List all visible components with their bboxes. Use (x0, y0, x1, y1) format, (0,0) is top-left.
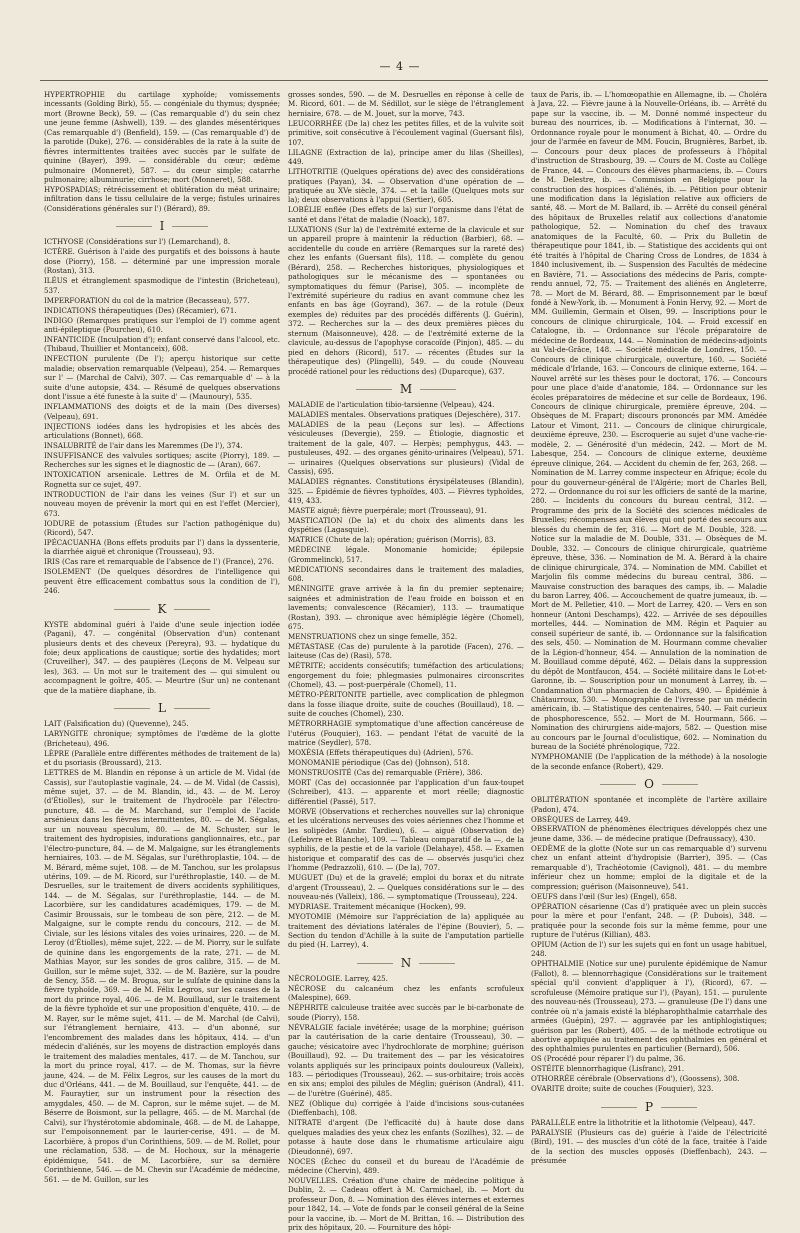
index-entry: NÉPHRITE calculeuse traitée avec succès par le bi-carbonate de soude (Piorry), 158. (288, 1003, 524, 1022)
index-entry: OBLITÉRATION spontanée et incomplète de l'artère axillaire (Padon), 474. (531, 795, 767, 814)
index-entry: MASTE aiguë; fièvre puerpérale; mort (Trousseau), 91. (288, 506, 487, 516)
index-entry: IPÉCACUANHA (Bons effets produits par l') dans la dyssenterie, la diarrhée aiguë et chronique (Trousseau), 93. (44, 537, 280, 557)
index-entry: OPÉRATION césarienne (Cas d') pratiquée avec un plein succès pour la mère et pour l'enfant, 248. — (P. Dubois), 348. — pratiquée pour la seconde fois sur la même femme, pour une rupture de l'utérus (Killian), 483. (531, 901, 767, 939)
index-entry: LETTRES de M. Blandin en réponse à un article de M. Vidal (de Cassis), sur l'autoplastie vaginale, 24. — de M. Vidal (de Cassis), même sujet, 37. — de M. Blandin, id., 43. — de M. Leroy (d'Étiolles), sur le traitement de l'hydrocèle par l'électro-puncture, 48. — de M. Marchand, sur l'emploi de l'acide arsénieux dans les fièvres intermittentes, 80. — de M. Ségalas, sur un nouveau speculum, 80. — de M. Schuster, sur le traitement des hydropisies, indurations ganglionnaires, etc., par l'électro-puncture, 84. — de M. Malgaigne, sur les étranglements herniaires, 103. — de M. Ségalas, sur l'uréthroplastie, 104. — de M. Bérard, même sujet, 108. — de M. Tanchou, sur les prolapsus utérins, 109. — de M. Ricord, sur l'uréthroplastie, 140. — de M. Desruelles, sur le traitement de divers accidents syphilitiques, 144. — de M. Ségalas, sur l'uréthroplastie, 144. — de M. Lacorbière, sur les candidatures académiques, 179. — de M. Casimir Broussais, sur le tombeau de son père, 212. — de M. Malgaigne, sur le compte rendu du concours, 212. — de M. Civiale, sur les lésions vitales des voies urinaires, 220. — de M. Leroy (d'Étiolles), même sujet, 222. — de M. Piorry, sur le sulfate de quinine dans les engorgements de la rate, 271. — de M. Mathias Mayor, sur les sondes de gros calibre, 315. — de M. Guillon, sur le même sujet, 332. — de M. Bazière, sur la poudre de Sency, 358. — de M. Brogua, sur le sulfate de quinine dans la fièvre typhoïde, 369. — de M. Félix Legros, sur les causes de la mort du prince royal, 406. — de M. Bouillaud, sur le traitement de la fièvre typhoïde et sur une proposition d'enquête, 410. — de M. Rayer, sur le même sujet, 411. — de M. Marchal (de Calvi), sur l'étranglement herniaire, 413. — d'un abonné, sur l'encombrement des malades dans les hôpitaux, 414. — d'un médecin d'aliénés, sur les moyens de distraction employés dans le traitement des maladies mentales, 417. — de M. Tanchou, sur la mort du prince royal, 417. — de M. Thomas, sur la fièvre jaune, 424. — de M. Félix Legros, sur les causes de la mort du duc d'Orléans, 441. — de M. Bouillaud, sur l'enquête, 441. — de M. Fauraytier, sur un instrument pour la résection des amygdales, 450. — de M. Capron, sur le même sujet. — de M. Béserre de Boismont, sur la pellagre, 465. — de M. Marchal (de Calvi), sur l'hystérotomie abdominale, 468. — de M. de Lahappe, sur l'empoisonnement par le laurier-cerise, 491. — de M. Lacorbière, à propos d'un Corinthiens, 509. — de M. Rollet, pour une réclamation, 538. — de M. Hochoux, sur la ménagerie épidémique, 541. de M. Lacorbière, sur sa dernière Corinthienne, 546. — de M. Chevin sur l'Académie de médecine, 561. — de M. Guillon, sur les (44, 768, 280, 1184)
index-entry: NEZ (Oblique du) corrigée à l'aide d'incisions sous-cutanées (Dieffenbach), 108. (288, 1098, 524, 1118)
index-entry: INSALUBRITÉ de l'air dans les Maremmes (De l'), 374. (44, 440, 243, 450)
index-entry: PARALLÈLE entre la lithotritie et la lithotomie (Velpeau), 447. (531, 1117, 756, 1127)
index-entry: KYSTE abdominal guéri à l'aide d'une seule injection iodée (Pagani), 47. — congénital (Observation d'un) contenant plusieurs dents et des cheveux (Pereyra), 93. — hydatique du foie; deux applications de caustique; sortie des hydatides; mort (Cruveilher), 347. — des paupières (Leçons de M. Velpeau sur les), 363. — Un mot sur le traitement des — qui simulent ou accompagnent le goître, 405. — Meurtre (Sur un) ne contenant que de la matière diaphane, ib. (44, 619, 280, 695)
index-entry: MÉTRITE; accidents consécutifs; tuméfaction des articulations; engorgement du foie; phlegmasies pulmonaires circonscrites (Chomel), 43. — post-puerpérale (Chomel), 11. (288, 661, 524, 690)
index-entry: MÉDICATIONS secondaires dans le traitement des maladies, 608. (288, 564, 524, 584)
index-entry: MALADIES régnantes. Constitutions érysipélateuses (Blandin), 325. — Épidémie de fièvres typhoïdes, 403. — Fièvres typhoïdes, 419, 433. (288, 477, 524, 506)
section-letter: M (288, 382, 524, 396)
index-entry: MONOMANIE périodique (Cas de) (Johnson), 518. (288, 757, 470, 767)
index-entry: OTHORRÉE cérébrale (Observations d'), (Goossens), 308. (531, 1074, 740, 1084)
section-letter: L (44, 701, 280, 715)
index-entry: NITRATE d'argent (De l'efficacité du) à haute dose dans quelques maladies des yeux chez les enfants (Sozilhes), 32. — de potasse à haute dose dans le rhumatisme articulaire aigu (Dieudonné), 697. (288, 1118, 524, 1156)
index-entry: OSTÉITE blennorrhagique (Lisfranc), 291. (531, 1064, 685, 1074)
index-entry: NOUVELLES. Création d'une chaire de médecine politique à Dublin, 2. — Cadeau offert à M. Carmichael, ib. — Mort du professeur Don, 8. — Nomination des élèves internes et externes pour 1842, 14. — Vote de fonds par le conseil général de la Seine pour la vaccine, ib. — Mort de M. Brittan, 16. — Distribution des prix des hôpitaux, 20. — Fourniture des hôpi- (288, 1175, 524, 1233)
index-entry: PARALYSIE (Plusieurs cas de) guérie à l'aide de l'électricité (Bird), 191. — des muscles d'un côté de la face, traitée à l'aide de la section des muscles opposés (Dieffenbach), 243. — présumée (531, 1127, 767, 1165)
header-rule (40, 80, 768, 81)
index-entry: NÉVRALGIE faciale invétérée; usage de la morphine; guérison par la cautérisation de la carie dentaire (Trousseau), 30. — gauche; vésicatoire avec l'hydrochlorate de morphine; guérison (Bouillaud), 92. — Du traitement des — par les vésicatoires volants appliqués sur les principaux points douloureux (Valleix), 183. — périodiques (Trousseau), 262. — sus-orbitaire; trois accès en six ans; emploi des pilules de Méglin; guérison (Andral), 411. — de l'urètre (Guériné), 485. (288, 1022, 524, 1098)
index-entry: grosses sondes, 590. — de M. Desruelles en réponse à celle de M. Ricord, 601. — de M. Sédillot, sur le siège de l'étranglement herniaire, 678. — de M. Jouet, sur la morve, 743. (288, 90, 524, 118)
index-entry: INJECTIONS iodées dans les hydropisies et les abcès des articulations (Bonnet), 668. (44, 421, 280, 440)
index-entry: MALADIE de l'articulation tibio-tarsienne (Velpeau), 424. (288, 400, 495, 410)
index-entry: LUXATIONS (Sur la) de l'extrémité externe de la clavicule et sur un appareil propre à maintenir la réduction (Barbier), 68. — accidentelle du coude en arrière (Remarques sur la rareté des) chez les enfants (Guersant fils), 118. — complète du genou (Bérard), 258. — Recherches historiques, physiologiques et pathologiques sur le mécanisme des — spontanées ou symptomatiques du fémur (Parise), 305. — incomplète de l'extrémité supérieure du radius en avant commune chez les enfants en bas âge (Goyrand), 367. — de la rotule (Deux exemples de) réduites par des procédés différents (J. Guérin), 372. — Recherches sur la — des deux premières pièces du sternum (Maisonneuve), 428. — de l'extrémité externe de la clavicule, au-dessus de l'apophyse coracoïde (Pinjon), 485. — du pied en dehors (Ricord), 517. — récentes (Études sur la thérapeutique des) (Plingelli), 549. — du coude (Nouveau procédé rationel pour les réductions des) (Duparcque), 637. (288, 224, 524, 376)
index-entry: LILAGNE (Extraction de la), principe amer du lilas (Sheilles), 449. (288, 147, 524, 167)
index-entry: MALADIES mentales. Observations pratiques (Dejeschère), 317. (288, 410, 521, 420)
index-entry: LAIT (Falsification du) (Quevenne), 245. (44, 719, 189, 729)
index-entry: INSUFFISANCE des valvules sortiques; ascite (Piorry), 189. — Recherches sur les signes et le diagnostic de — (Aran), 667. (44, 450, 280, 470)
index-entry: INFECTION purulente (De l'); aperçu historique sur cette maladie; observation remarquable (Velpeau), 254. — Remarques sur l' — (Marchal de Calvi), 307. — Cas remarquable d' — à la suite d'une autopsie, 434. — Résumé de quelques observations dont l'issue a été funeste à la suite d' — (Maunoury), 535. (44, 354, 280, 402)
index-entry: MASTICATION (De la) et du choix des aliments dans les dyspéties (Lagasquie). (288, 516, 524, 535)
index-entry: LEUCORRHÉE (De la) chez les petites filles, et de la vulvite soit primitive, soit consécutive à l'écoulement vaginal (Guersant fils), 107. (288, 118, 524, 147)
section-letter: N (288, 956, 524, 970)
index-entry: OVARITE droite; suite de couches (Fouquier), 323. (531, 1084, 714, 1094)
index-entry: IODURE de potassium (Études sur l'action pathogénique du) (Ricord), 547. (44, 518, 280, 537)
index-entry: NYMPHOMANIE (De l'application de la méthode) à la nosologie de la seconde enfance (Robert), 429. (531, 752, 767, 771)
index-entry: MÉDECINE légale. Monomanie homicide; épilepsie (Grommelinck), 517. (288, 545, 524, 564)
index-entry: HYPOSPADIAS; rétrécissement et oblitération du méat urinaire; infiltration dans le tissu cellulaire de la verge; fistules urinaires (Considérations générales sur l') (Bérard), 89. (44, 185, 280, 213)
index-entry: OPHTHALMIE (Notice sur une) purulente épidémique de Namur (Fallot), 8. — blennorrhagique (Considérations sur le traitement spécial qu'il convient d'appliquer à l'), (Ricord), 67. — scrofuleuse (Mémoire pratique sur l'), (Payan), 151. — purulente des nouveau-nés (Trousseau), 273. — granuleuse (De l') dans une contrée où n'a jamais existé la blépharophthalmie catarrhale des armées (Guépin), 297. — aggravée par les antiphlogistiques; guérison par les (Robert), 405. — de la méthode ectrotique ou abortive appliquée au traitement des ophthalmies en général et des ophthalmies purulentes en particulier (Bernard), 506. (531, 959, 767, 1054)
index-entry: MUGUET (Du) et de la gravelé; emploi du borax et du nitrate d'argent (Trousseau), 2. — Quelques considérations sur le — des nouveau-nés (Valleix), 186. — symptomatique (Trousseau), 224. (288, 873, 524, 902)
section-letter: I (44, 219, 280, 233)
index-entry: HYPERTROPHIE du cartilage xyphoïde; vomissements incessants (Golding Birk), 55. — congéniale du thymus; dyspnée; mort (Browne Beck), 59. — (Cas remarquable d') du sein chez une jeune femme (Ashwell), 139. — des glandes mésentériques (Cas remarquable d') (Benfield), 159. — (Cas remarquable d') de la parotide (Duke), 276. — considérables de la rate à la suite de fièvres intermittentes traitées avec succès par le sulfate de quinine (Bayer), 399. — considérable du cœur; œdème pulmonaire (Monneret), 587. — du cœur simple; catarrhe pulmonaire; albuminurie; cirrhose; mort (Monneret), 588. (44, 90, 280, 185)
index-column-3 (531, 90, 767, 1165)
index-column-1 (44, 90, 280, 1184)
index-entry: MONSTRUOSITÉ (Cas de) remarquable (Frière), 386. (288, 767, 483, 777)
index-entry: OPIUM (Action de l') sur les sujets qui en font un usage habituel, 248. (531, 939, 767, 959)
index-entry: INDICATIONS thérapeutiques (Des) (Récamier), 671. (44, 305, 237, 315)
index-entry: ILÉUS et étranglement spasmodique de l'intestin (Bricheteau), 537. (44, 276, 280, 295)
index-entry: INFLAMMATIONS des doigts et de la main (Des diverses) (Velpeau), 691. (44, 402, 280, 421)
index-entry: MALADIES de la peau (Leçons sur les). — Affections vésiculeuses (Devergie), 259. — Étiologie, diagnostic et traitement de la gale, 407. — Herpès; pemphygus, 443. — pustuleuses, 492. — des organes génito-urinaires (Velpeau), 571. — urinaires (Quelques observations sur plusieurs) (Vidal de Cassis), 695. (288, 420, 524, 477)
index-entry: OBSÈQUES de Larrey, 449. (531, 814, 631, 824)
index-entry: INDIGO (Remarques pratiques sur l'emploi de l') comme agent anti-épileptique (Pourcheu), 610. (44, 315, 280, 334)
index-entry: MORT (Cas de) occasionnée par l'application d'un faux-toupet (Schreiber), 413. — apparente et mort réelle; diagnostic différentiel (Passé), 517. (288, 777, 524, 806)
section-letter: O (531, 777, 767, 791)
index-entry: LARYNGITE chronique; symptômes de l'œdème de la glotte (Bricheteau), 496. (44, 729, 280, 748)
index-entry: MOXÉSIA (Effets thérapeutiques du) (Adrien), 576. (288, 747, 474, 757)
index-entry: MORVE (Observations et recherches nouvelles sur la) chronique et les ulcérations nerveuses des voies aériennes chez l'homme et les solipèdes (Ambr. Tardieu), 6. — aiguë (Observation de) (Lefebvre et Blanche), 109. — Tableau comparatif de la —, de la syphilis, de la pestie et de la variole (Delahaye), 458. — Examen historique et comparatif des cas de — observés jusqu'ici chez l'homme (Pedrazzoli), 610. — (De la), 707. (288, 806, 524, 873)
index-entry: NÉCROLOGIE. Larrey, 425. (288, 973, 388, 983)
index-entry: LOBÉLIE enflée (Des effets de la) sur l'organisme dans l'état de santé et dans l'état de maladie (Noack), 187. (288, 205, 524, 224)
index-entry: INTRODUCTION de l'air dans les veines (Sur l') et sur un nouveau moyen de prévenir la mort qui en est l'effet (Mercier), 673. (44, 489, 280, 518)
index-entry: ICTHYOSE (Considérations sur l') (Lemarchand), 8. (44, 237, 231, 247)
index-entry: INFANTICIDE (Inculpation d'); enfant conservé dans l'alcool, etc. (Thibaud, Thuillier et Montanceix), 608. (44, 334, 280, 354)
index-entry: MATRICE (Chute de la); opération; guérison (Morris), 83. (288, 535, 496, 545)
index-entry: ISOLEMENT (De quelques désordres de l'intelligence qui peuvent être efficacement combattus sous la condition de l'), 246. (44, 567, 280, 596)
index-entry: OEUFS dans l'œil (Sur les) (Engel), 658. (531, 891, 677, 901)
index-entry: MÉNINGITE grave arrivée à la fin du premier septenaire; saignées et administration de l'eau froide en boisson et en lavements; convalescence (Récamier), 113. — traumatique (Rostan), 393. — chronique avec hémiplégie légère (Chomel), 675. (288, 584, 524, 632)
index-entry: LITHOTRITIE (Quelques opérations de) avec des considérations pratiques (Payan), 34. — Observation d'une opération de — pratiquée au XVe siècle, 374. — et la taille (Quelques mots sur la); deux observations à l'appui (Sertier), 605. (288, 167, 524, 205)
index-entry: MÉTRO-PÉRITONITE partielle, avec complication de phlegmon dans la fosse iliaque droite, suite de couches (Bouillaud), 18. — suite de couches (Chomel), 230. (288, 690, 524, 719)
index-entry: IMPERFORATION du col de la matrice (Becasseau), 577. (44, 295, 250, 305)
index-entry: LÈPRE (Parallèle entre différentes méthodes de traitement de la) et du psoriasis (Broussard), 213. (44, 748, 280, 768)
index-entry: INTOXICATION arsenicale. Lettres de M. Orfila et de M. Rognetta sur ce sujet, 497. (44, 470, 280, 489)
index-entry: ICTÈRE. Guérison à l'aide des purgatifs et des boissons à haute dose (Piorry), 158. — déterminé par une impression morale (Rostan), 313. (44, 247, 280, 276)
index-entry: OEDÈME de la glotte (Note sur un cas remarquable d') survenu chez un enfant atteint d'hydropisie (Barrier), 395. — (Cas remarquable d'), Trachéotomie (Cavignol), 481. — du membre inférieur chez un homme; emploi de la digitale et de la compression; guérison (Maisonneuve), 541. (531, 843, 767, 891)
index-entry: MENSTRUATIONS chez un singe femelle, 352. (288, 631, 458, 641)
index-entry: OBSERVATION de phénomènes électriques développés chez une jeune dame, 336. — de médecine pratique (Defraussacy), 430. (531, 824, 767, 843)
section-letter: P (531, 1100, 767, 1114)
section-letter: K (44, 602, 280, 616)
index-entry: IRIS (Cas rare et remarquable de l'absence de l') (France), 276. (44, 557, 274, 567)
index-entry: taux de Paris, ib. — L'homœopathie en Allemagne, ib. — Choléra à Java, 22. — Fièvre jaune à la Nouvelle-Orléans, ib. — Arrêté du pape sur la vaccine, ib. — M. Donné nommé inspecteur du bureau des nourrices, ib. — Modifications à l'internat, 30. — Ordonnance royale pour le monument à Bichat, 40. — Ordre du jour de l'armée en faveur de MM. Foucin, Brugnières, Barbet, ib. — Concours pour deux places de professeurs à l'hôpital d'instruction de Strasbourg, 39. — Cours de M. Coste au Collège de France, 44. — Concours des élèves pharmaciens, ib. — Cours de M. Delestre, ib. — Commission en Belgique pour la construction des hospices d'aliénés, ib. — Pétition pour obtenir une modification dans la législation relative aux officiers de santé, 48. — Mort de M. Ballard, ib. — Arrêté du conseil général des hôpitaux de Bruxelles relatif aux collections d'anatomie pathologique, 52. — Nomination du chef des travaux anatomiques de la Faculté, 60. — Prix du Bulletin de thérapeutique pour 1841, ib. — Statistique des accidents qui ont été traités à l'hôpital de Charing Cross de Londres, de 1834 à 1840 inclusivement, ib. — Suspension des Facultés de médecine en Bavière, 71. — Associations des médecins de Paris, compte-rendu annuel, 72, 75. — Traitement des aliénés en Angleterre, 78. — Mort de M. Bérard, 88. — Emprisonnement par le bœuf fondé à New-York, ib. — Monument à Fonin Hervy, 92. — Mort de MM. Guillemin, Germain et Olsen, 99. — Inscriptions pour le concours de clinique chirurgicale, 104. — Froid excessif en Catalogne, ib. — Ordonnance sur l'école préparatoire de médecine de Bordeaux, 144. — Nomination de médecins-adjoints au Val-de-Grâce, 148. — Société médicale de Londres, 150. — Concours de clinique chirurgicale, ouverture, 160. — Société médicale d'Irlande, 163. — Concours de clinique externe, 164. — Nouvel arrêté sur les thèses pour le doctorat, 176. — Concours pour une place d'aide d'anatomie, 184. — Ordonnance sur les écoles préparatoires de médecine et sur celle de Bordeaux, 196. Concours de clinique chirurgicale, première épreuve, 204. — Obsèques de M. Frapart; discours prononcés par MM. Amédée Latour et Vimont, 211. — Concours de clinique chirurgicale, deuxième épreuve, 230. — Escroquerie au sujet d'une vache-rie-modèle, 2. — Générosité d'un médecin, 242. — Mort de M. Labesque, 254. — Concours de clinique externe, deuxième épreuve clinique, 264. — Accident du chemin de fer, 263, 268. — Nomination de M. Larrey comme inspecteur en Afrique; école du pour du gouverneur-général de l'Algérie; mort de Charles Bell, 272. — Ordonnance du roi sur les officiers de santé de la marine, 280. — Incidents du concours du bureau central, 312. — Programme des prix de la Société des sciences médicales de Bruxelles; récompenses aux élèves qui ont porté des secours aux blessés du chemin de fer, 316. — Mort de M. Double, 328. — Notice sur la maladie de M. Double, 331. — Obsèques de M. Double, 332. — Concours de clinique chirurgicale, quatrième épreuve, thèse, 336. — Nomination de M. A. Bérard à la chaire de clinique chirurgicale, 374. — Nomination de MM. Cabillet et Marjolin fils comme médecins du bureau central, 386. — Mauvaise construction des baraques des camps, ib. — Maladie du baron Larrey, 406. — Accouchement de quatre jumeaux, ib. — Mort de M. Pelletier, 410. — Mort de Larrey, 420. — Vers en son honneur (Antoni Deschamps), 422. — Arrivée de ses dépouilles mortelles, 444. — Nomination de MM. Régin et Paquier au conseil supérieur de santé, ib. — Ordonnance sur la falsification des sels, 450. — Nomination de M. Hourmann comme chevalier de la Légion-d'honneur, 454. — Annulation de la nomination de M. Bouillaud comme député, 462. — Délais dans la suppression du dépôt de Montfaucon, 454. — Société militaire dans le Lot-et-Garonne, ib. — Souscription pour un monument à Larrey, ib. — Condamnation d'un pharmacien de Cahors, 490. — Épidémie à Châtaurroux, 530. — Monographie de l'ivresse par un médecin américain, ib. — Statistique des centenaires, 540. — Fait curieux de phosphorescence, 552. — Mort de M. Hourmann, 566. — Nomination des chirurgiens aide-majors, 582. — Question mise au concours par le Journal d'oculistique, 602. — Nomination du bureau de la Société phrénologique, 722. (531, 90, 767, 752)
index-column-2 (288, 90, 524, 1233)
index-entry: MYOTOMIE (Mémoire sur l'appréciation de la) appliquée au traitement des déviations latérales de l'épine (Bouvier), 5. — Section du tendon d'Achille à la suite de l'amputation partielle du pied (H. Larrey), 4. (288, 912, 524, 950)
index-entry: OS (Procédé pour réparer l') du palme, 36. (531, 1054, 686, 1064)
index-entry: MÉTRORRHAGIE symptomatique d'une affection cancéreuse de l'utérus (Fouquier), 163. — pendant l'état de vacuité de la matrice (Seydler), 578. (288, 719, 524, 747)
page-number: — 4 — (379, 60, 421, 73)
index-entry: NOCES (Échec du conseil et du bureau de l'Académie de médecine (Chervin), 489. (288, 1156, 524, 1175)
index-entry: NÉCROSE du calcanéum chez les enfants scrofuleux (Malespine), 669. (288, 983, 524, 1003)
index-entry: MYDRIASE. Traitement mécanique (Hocken), 99. (288, 902, 467, 912)
index-entry: MÉTASTASE (Cas de) purulente à la parotide (Facen), 276. — laiteuse (Cas de) (Rasi), 578. (288, 641, 524, 661)
